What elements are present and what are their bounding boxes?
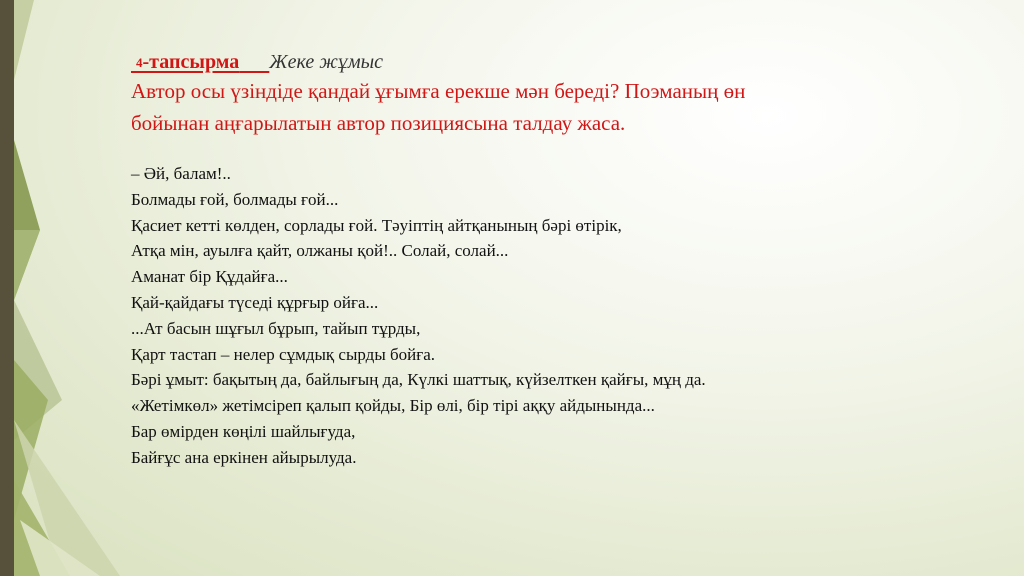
task-heading xyxy=(131,50,991,75)
poem-line: Болмады ғой, болмады ғой... xyxy=(131,189,339,209)
poem-line: «Жетімкөл» жетімсіреп қалып қойды, Бір өлі, бір тірі аққу айдынында... xyxy=(131,396,655,416)
arrow-shard-decoration xyxy=(0,0,130,576)
poem-line: ...Ат басын шұғыл бұрып, тайып тұрды, xyxy=(131,318,421,338)
question-line: Автор осы үзіндіде қандай ұғымға ерекше мән береді? Поэманың өн xyxy=(131,79,746,103)
poem-line: Аманат бір Құдайға... xyxy=(131,267,288,287)
poem-line: Қасиет кетті көлден, сорлады ғой. Тәуіптің айтқанының бәрі өтірік, xyxy=(131,215,622,235)
poem-line: Атқа мін, ауылға қайт, олжаны қой!.. Солай, солай... xyxy=(131,241,509,261)
poem-excerpt xyxy=(131,161,991,471)
poem-line: Бәрі ұмыт: бақытың да, байлығың да, Күлкі шаттық, күйзелткен қайғы, мұң да. xyxy=(131,370,706,390)
question-text xyxy=(131,75,991,139)
task-label xyxy=(131,51,269,73)
question-line: бойынан аңғарылатын автор позициясына талдау жаса. xyxy=(131,111,626,135)
poem-line: Бар өмірден көңілі шайлығуда, xyxy=(131,421,356,441)
poem-line: Қай-қайдағы түседі құрғыр ойға... xyxy=(131,292,379,312)
slide-content xyxy=(131,50,991,471)
poem-line: Қарт тастап – нелер сұмдық сырды бойға. xyxy=(131,344,436,364)
task-number: 4 xyxy=(136,55,143,70)
poem-line: – Әй, балам!.. xyxy=(131,164,231,183)
poem-line: Байғұс ана еркінен айырылуда. xyxy=(131,447,357,467)
task-label-text: -тапсырма xyxy=(142,51,240,73)
work-type: Жеке жұмыс xyxy=(269,51,384,73)
